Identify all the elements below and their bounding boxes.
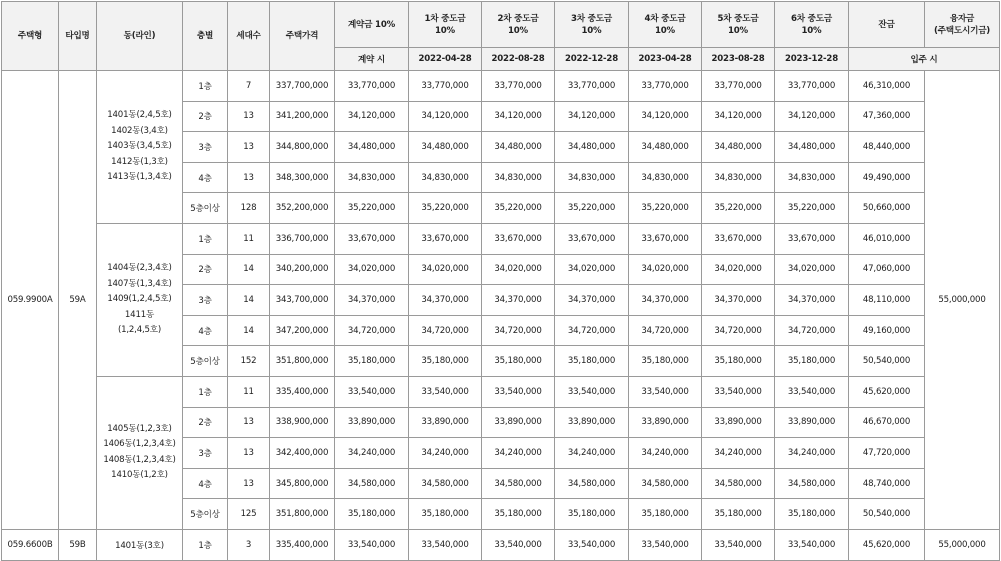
deposit-cell: 35,220,000 [335, 193, 409, 224]
mid-payment-cell: 35,220,000 [409, 193, 482, 224]
header-mid-5-date: 2023-08-28 [702, 48, 775, 71]
mid-payment-cell: 33,670,000 [482, 223, 555, 254]
mid-payment-cell: 34,240,000 [482, 438, 555, 469]
header-mid-3 [555, 2, 629, 48]
table-header [2, 2, 1000, 71]
floor-cell: 5층이상 [183, 346, 228, 377]
header-fund [925, 2, 1000, 48]
mid-payment-cell: 34,580,000 [482, 468, 555, 499]
mid-payment-cell: 35,180,000 [629, 346, 702, 377]
price-cell: 344,800,000 [270, 132, 335, 163]
households-cell: 14 [228, 254, 270, 285]
mid-payment-cell: 35,180,000 [409, 499, 482, 530]
floor-cell: 3층 [183, 132, 228, 163]
mid-payment-cell: 33,540,000 [629, 376, 702, 407]
price-cell: 335,400,000 [270, 376, 335, 407]
header-mid-4 [629, 2, 702, 48]
mid-payment-cell: 34,370,000 [482, 285, 555, 316]
mid-payment-cell: 34,720,000 [702, 315, 775, 346]
deposit-cell: 34,720,000 [335, 315, 409, 346]
header-mid-6-date: 2023-12-28 [775, 48, 849, 71]
mid-payment-cell: 34,480,000 [702, 132, 775, 163]
header-mid-6 [775, 2, 849, 48]
header-mid-1-label: 1차 중도금 [424, 13, 466, 24]
deposit-cell: 33,670,000 [335, 223, 409, 254]
mid-payment-cell: 33,770,000 [702, 71, 775, 102]
mid-payment-cell: 33,890,000 [409, 407, 482, 438]
mid-payment-cell: 34,020,000 [482, 254, 555, 285]
mid-payment-cell: 33,770,000 [629, 71, 702, 102]
floor-cell: 4층 [183, 315, 228, 346]
households-cell: 125 [228, 499, 270, 530]
mid-payment-cell: 33,540,000 [775, 376, 849, 407]
mid-payment-cell: 35,180,000 [482, 346, 555, 377]
mid-payment-cell: 34,720,000 [629, 315, 702, 346]
mid-payment-cell: 34,480,000 [775, 132, 849, 163]
header-mid-5 [702, 2, 775, 48]
mid-payment-cell: 33,670,000 [555, 223, 629, 254]
dong-line-text: 1410동(1,2호) [111, 470, 168, 481]
mid-payment-cell: 33,890,000 [555, 407, 629, 438]
dong-line-text: 1407동(1,3,4호) [107, 278, 172, 289]
table-row [2, 223, 1000, 254]
mid-payment-cell: 35,180,000 [775, 346, 849, 377]
mid-payment-cell: 34,240,000 [629, 438, 702, 469]
type-name-cell: 59A [59, 71, 97, 530]
table-body [2, 71, 1000, 561]
floor-cell: 2층 [183, 407, 228, 438]
floor-cell: 2층 [183, 254, 228, 285]
mid-payment-cell: 34,240,000 [702, 438, 775, 469]
header-mid-3-date: 2022-12-28 [555, 48, 629, 71]
households-cell: 13 [228, 101, 270, 132]
dong-line-cell [97, 376, 183, 529]
dong-line-text: (1,2,4,5호) [117, 325, 162, 336]
balance-cell: 46,010,000 [849, 223, 925, 254]
mid-payment-cell: 35,180,000 [702, 346, 775, 377]
mid-payment-cell: 34,120,000 [409, 101, 482, 132]
price-cell: 341,200,000 [270, 101, 335, 132]
mid-payment-cell: 35,180,000 [629, 499, 702, 530]
mid-payment-cell: 34,120,000 [555, 101, 629, 132]
mid-payment-cell: 33,540,000 [409, 376, 482, 407]
fund-cell: 55,000,000 [925, 529, 1000, 560]
price-cell: 347,200,000 [270, 315, 335, 346]
mid-payment-cell: 33,540,000 [702, 376, 775, 407]
mid-payment-cell: 33,770,000 [555, 71, 629, 102]
balance-cell: 47,360,000 [849, 101, 925, 132]
floor-cell: 4층 [183, 468, 228, 499]
mid-payment-cell: 34,020,000 [629, 254, 702, 285]
header-move-in: 입주 시 [849, 48, 1000, 71]
mid-payment-cell: 35,180,000 [555, 499, 629, 530]
mid-payment-cell: 34,370,000 [775, 285, 849, 316]
floor-cell: 5층이상 [183, 193, 228, 224]
floor-cell: 1층 [183, 71, 228, 102]
mid-payment-cell: 33,540,000 [775, 529, 849, 560]
table-row [2, 71, 1000, 102]
header-type-name [59, 2, 97, 71]
deposit-cell: 34,830,000 [335, 162, 409, 193]
floor-cell: 5층이상 [183, 499, 228, 530]
households-cell: 14 [228, 285, 270, 316]
mid-payment-cell: 34,580,000 [775, 468, 849, 499]
header-balance: 잔금 [849, 2, 925, 48]
price-cell: 351,800,000 [270, 499, 335, 530]
mid-payment-cell: 34,580,000 [409, 468, 482, 499]
mid-payment-cell: 34,240,000 [555, 438, 629, 469]
header-floor: 층별 [183, 2, 228, 71]
house-type-cell: 059.6600B [2, 529, 59, 560]
dong-line-text: 1401동(2,4,5호) [107, 110, 172, 121]
mid-payment-cell: 35,180,000 [409, 346, 482, 377]
mid-payment-cell: 35,220,000 [482, 193, 555, 224]
header-dong-line: 동(라인) [97, 2, 183, 71]
header-mid-5-label: 5차 중도금 [717, 13, 759, 24]
balance-cell: 48,440,000 [849, 132, 925, 163]
households-cell: 11 [228, 376, 270, 407]
households-cell: 13 [228, 438, 270, 469]
header-mid-6-pct: 10% [801, 25, 822, 36]
header-fund-title: 융자금 [949, 13, 975, 24]
mid-payment-cell: 35,180,000 [702, 499, 775, 530]
header-mid-6-label: 6차 중도금 [791, 13, 832, 24]
header-mid-3-label: 3차 중도금 [571, 13, 612, 24]
mid-payment-cell: 33,540,000 [482, 529, 555, 560]
households-cell: 13 [228, 132, 270, 163]
mid-payment-cell: 34,370,000 [629, 285, 702, 316]
dong-line-text: 1406동(1,2,3,4호) [103, 439, 176, 450]
deposit-cell: 33,770,000 [335, 71, 409, 102]
price-cell: 348,300,000 [270, 162, 335, 193]
price-cell: 345,800,000 [270, 468, 335, 499]
mid-payment-cell: 34,370,000 [409, 285, 482, 316]
house-type-cell: 059.9900A [2, 71, 59, 530]
mid-payment-cell: 34,720,000 [482, 315, 555, 346]
header-house-type: 주택형 [2, 2, 59, 71]
dong-line-text: 1409(1,2,4,5호) [107, 294, 172, 305]
table-row [2, 376, 1000, 407]
header-fund-sub: (주택도시기금) [933, 25, 991, 36]
header-mid-2 [482, 2, 555, 48]
dong-line-cell [97, 71, 183, 224]
dong-line-text: 1404동(2,3,4호) [107, 263, 172, 274]
mid-payment-cell: 35,180,000 [555, 346, 629, 377]
mid-payment-cell: 33,770,000 [482, 71, 555, 102]
mid-payment-cell: 34,830,000 [775, 162, 849, 193]
header-households: 세대수 [228, 2, 270, 71]
mid-payment-cell: 35,220,000 [555, 193, 629, 224]
price-cell: 338,900,000 [270, 407, 335, 438]
price-cell: 337,700,000 [270, 71, 335, 102]
type-name-cell: 59B [59, 529, 97, 560]
header-mid-2-pct: 10% [508, 25, 528, 36]
mid-payment-cell: 34,120,000 [702, 101, 775, 132]
floor-cell: 3층 [183, 438, 228, 469]
header-type-name-text: 타입명 [65, 31, 90, 41]
households-cell: 11 [228, 223, 270, 254]
dong-line-text: 1411동 [124, 309, 155, 320]
mid-payment-cell: 33,540,000 [629, 529, 702, 560]
floor-cell: 4층 [183, 162, 228, 193]
deposit-cell: 35,180,000 [335, 346, 409, 377]
mid-payment-cell: 34,830,000 [555, 162, 629, 193]
mid-payment-cell: 34,830,000 [629, 162, 702, 193]
mid-payment-cell: 33,770,000 [775, 71, 849, 102]
mid-payment-cell: 34,830,000 [702, 162, 775, 193]
mid-payment-cell: 34,240,000 [409, 438, 482, 469]
price-cell: 352,200,000 [270, 193, 335, 224]
deposit-cell: 35,180,000 [335, 499, 409, 530]
price-cell: 340,200,000 [270, 254, 335, 285]
balance-cell: 50,540,000 [849, 346, 925, 377]
dong-line-cell [97, 223, 183, 376]
mid-payment-cell: 33,890,000 [629, 407, 702, 438]
mid-payment-cell: 33,540,000 [702, 529, 775, 560]
mid-payment-cell: 33,670,000 [702, 223, 775, 254]
deposit-cell: 33,890,000 [335, 407, 409, 438]
mid-payment-cell: 33,540,000 [409, 529, 482, 560]
households-cell: 13 [228, 162, 270, 193]
header-mid-5-pct: 10% [728, 25, 748, 36]
header-deposit: 계약금 10% [335, 2, 409, 48]
balance-cell: 50,540,000 [849, 499, 925, 530]
households-cell: 13 [228, 468, 270, 499]
balance-cell: 48,740,000 [849, 468, 925, 499]
deposit-cell: 34,370,000 [335, 285, 409, 316]
mid-payment-cell: 34,480,000 [482, 132, 555, 163]
balance-cell: 47,060,000 [849, 254, 925, 285]
mid-payment-cell: 34,370,000 [555, 285, 629, 316]
mid-payment-cell: 34,830,000 [482, 162, 555, 193]
mid-payment-cell: 34,720,000 [555, 315, 629, 346]
households-cell: 13 [228, 407, 270, 438]
mid-payment-cell: 34,480,000 [555, 132, 629, 163]
mid-payment-cell: 33,890,000 [482, 407, 555, 438]
mid-payment-cell: 33,670,000 [775, 223, 849, 254]
mid-payment-cell: 33,540,000 [555, 376, 629, 407]
households-cell: 152 [228, 346, 270, 377]
mid-payment-cell: 34,480,000 [409, 132, 482, 163]
balance-cell: 48,110,000 [849, 285, 925, 316]
dong-line-text: 1412동(1,3호) [111, 156, 168, 167]
dong-line-text: 1402동(3,4호) [111, 125, 168, 136]
deposit-cell: 34,240,000 [335, 438, 409, 469]
header-mid-1-date: 2022-04-28 [409, 48, 482, 71]
mid-payment-cell: 33,670,000 [409, 223, 482, 254]
header-mid-4-label: 4차 중도금 [644, 13, 686, 24]
fund-cell: 55,000,000 [925, 71, 1000, 530]
header-mid-4-pct: 10% [655, 25, 675, 36]
floor-cell: 1층 [183, 529, 228, 560]
balance-cell: 46,670,000 [849, 407, 925, 438]
deposit-cell: 34,580,000 [335, 468, 409, 499]
deposit-cell: 34,120,000 [335, 101, 409, 132]
mid-payment-cell: 35,220,000 [775, 193, 849, 224]
balance-cell: 45,620,000 [849, 376, 925, 407]
mid-payment-cell: 34,720,000 [409, 315, 482, 346]
floor-cell: 3층 [183, 285, 228, 316]
dong-line-text: 1413동(1,3,4호) [107, 172, 172, 183]
mid-payment-cell: 34,120,000 [775, 101, 849, 132]
households-cell: 128 [228, 193, 270, 224]
households-cell: 14 [228, 315, 270, 346]
mid-payment-cell: 34,020,000 [775, 254, 849, 285]
mid-payment-cell: 35,180,000 [482, 499, 555, 530]
balance-cell: 46,310,000 [849, 71, 925, 102]
deposit-cell: 34,480,000 [335, 132, 409, 163]
households-cell: 3 [228, 529, 270, 560]
dong-line-text: 1403동(3,4,5호) [107, 141, 172, 152]
mid-payment-cell: 33,540,000 [555, 529, 629, 560]
header-mid-2-label: 2차 중도금 [497, 13, 539, 24]
header-mid-3-pct: 10% [581, 25, 602, 36]
header-mid-4-date: 2023-04-28 [629, 48, 702, 71]
mid-payment-cell: 34,370,000 [702, 285, 775, 316]
mid-payment-cell: 35,220,000 [702, 193, 775, 224]
payment-schedule-table [1, 1, 1000, 561]
floor-cell: 1층 [183, 376, 228, 407]
mid-payment-cell: 34,480,000 [629, 132, 702, 163]
mid-payment-cell: 34,580,000 [702, 468, 775, 499]
balance-cell: 50,660,000 [849, 193, 925, 224]
mid-payment-cell: 34,830,000 [409, 162, 482, 193]
deposit-cell: 33,540,000 [335, 376, 409, 407]
dong-line-text: 1405동(1,2,3호) [107, 423, 172, 434]
mid-payment-cell: 34,240,000 [775, 438, 849, 469]
mid-payment-cell: 33,890,000 [702, 407, 775, 438]
households-cell: 7 [228, 71, 270, 102]
balance-cell: 45,620,000 [849, 529, 925, 560]
floor-cell: 1층 [183, 223, 228, 254]
mid-payment-cell: 33,540,000 [482, 376, 555, 407]
price-cell: 343,700,000 [270, 285, 335, 316]
price-cell: 336,700,000 [270, 223, 335, 254]
dong-line-text: 1408동(1,2,3,4호) [103, 454, 176, 465]
balance-cell: 49,160,000 [849, 315, 925, 346]
balance-cell: 49,490,000 [849, 162, 925, 193]
mid-payment-cell: 34,120,000 [629, 101, 702, 132]
mid-payment-cell: 34,580,000 [555, 468, 629, 499]
price-cell: 335,400,000 [270, 529, 335, 560]
price-cell: 342,400,000 [270, 438, 335, 469]
mid-payment-cell: 34,020,000 [555, 254, 629, 285]
deposit-cell: 33,540,000 [335, 529, 409, 560]
mid-payment-cell: 34,020,000 [702, 254, 775, 285]
header-mid-1 [409, 2, 482, 48]
balance-cell: 47,720,000 [849, 438, 925, 469]
deposit-cell: 34,020,000 [335, 254, 409, 285]
mid-payment-cell: 34,720,000 [775, 315, 849, 346]
header-price: 주택가격 [270, 2, 335, 71]
floor-cell: 2층 [183, 101, 228, 132]
mid-payment-cell: 33,890,000 [775, 407, 849, 438]
header-deposit-timing: 계약 시 [335, 48, 409, 71]
header-mid-1-pct: 10% [435, 25, 455, 36]
mid-payment-cell: 33,670,000 [629, 223, 702, 254]
table-row sep [2, 529, 1000, 560]
mid-payment-cell: 34,580,000 [629, 468, 702, 499]
header-mid-2-date: 2022-08-28 [482, 48, 555, 71]
mid-payment-cell: 34,020,000 [409, 254, 482, 285]
mid-payment-cell: 33,770,000 [409, 71, 482, 102]
price-cell: 351,800,000 [270, 346, 335, 377]
mid-payment-cell: 35,180,000 [775, 499, 849, 530]
dong-line-cell: 1401동(3호) [97, 529, 183, 560]
mid-payment-cell: 34,120,000 [482, 101, 555, 132]
mid-payment-cell: 35,220,000 [629, 193, 702, 224]
